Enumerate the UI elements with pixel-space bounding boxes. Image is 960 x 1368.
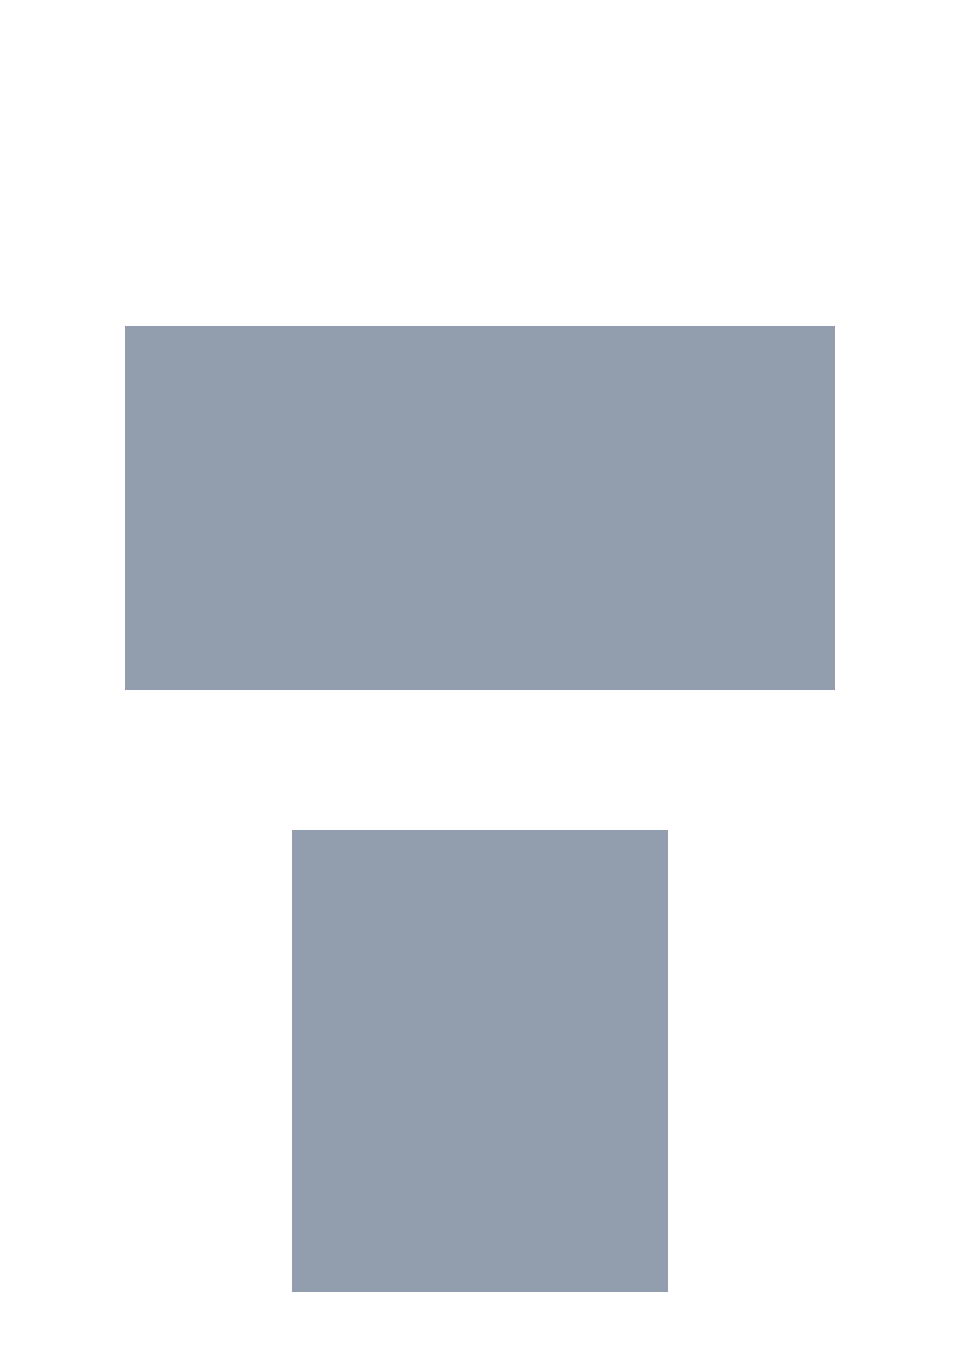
figure-cross-section-wireframe <box>292 830 668 1292</box>
figure-top-and-perspective-viewports <box>125 326 835 690</box>
wireframe-illustration <box>292 830 668 1292</box>
viewport-illustration <box>125 326 835 690</box>
